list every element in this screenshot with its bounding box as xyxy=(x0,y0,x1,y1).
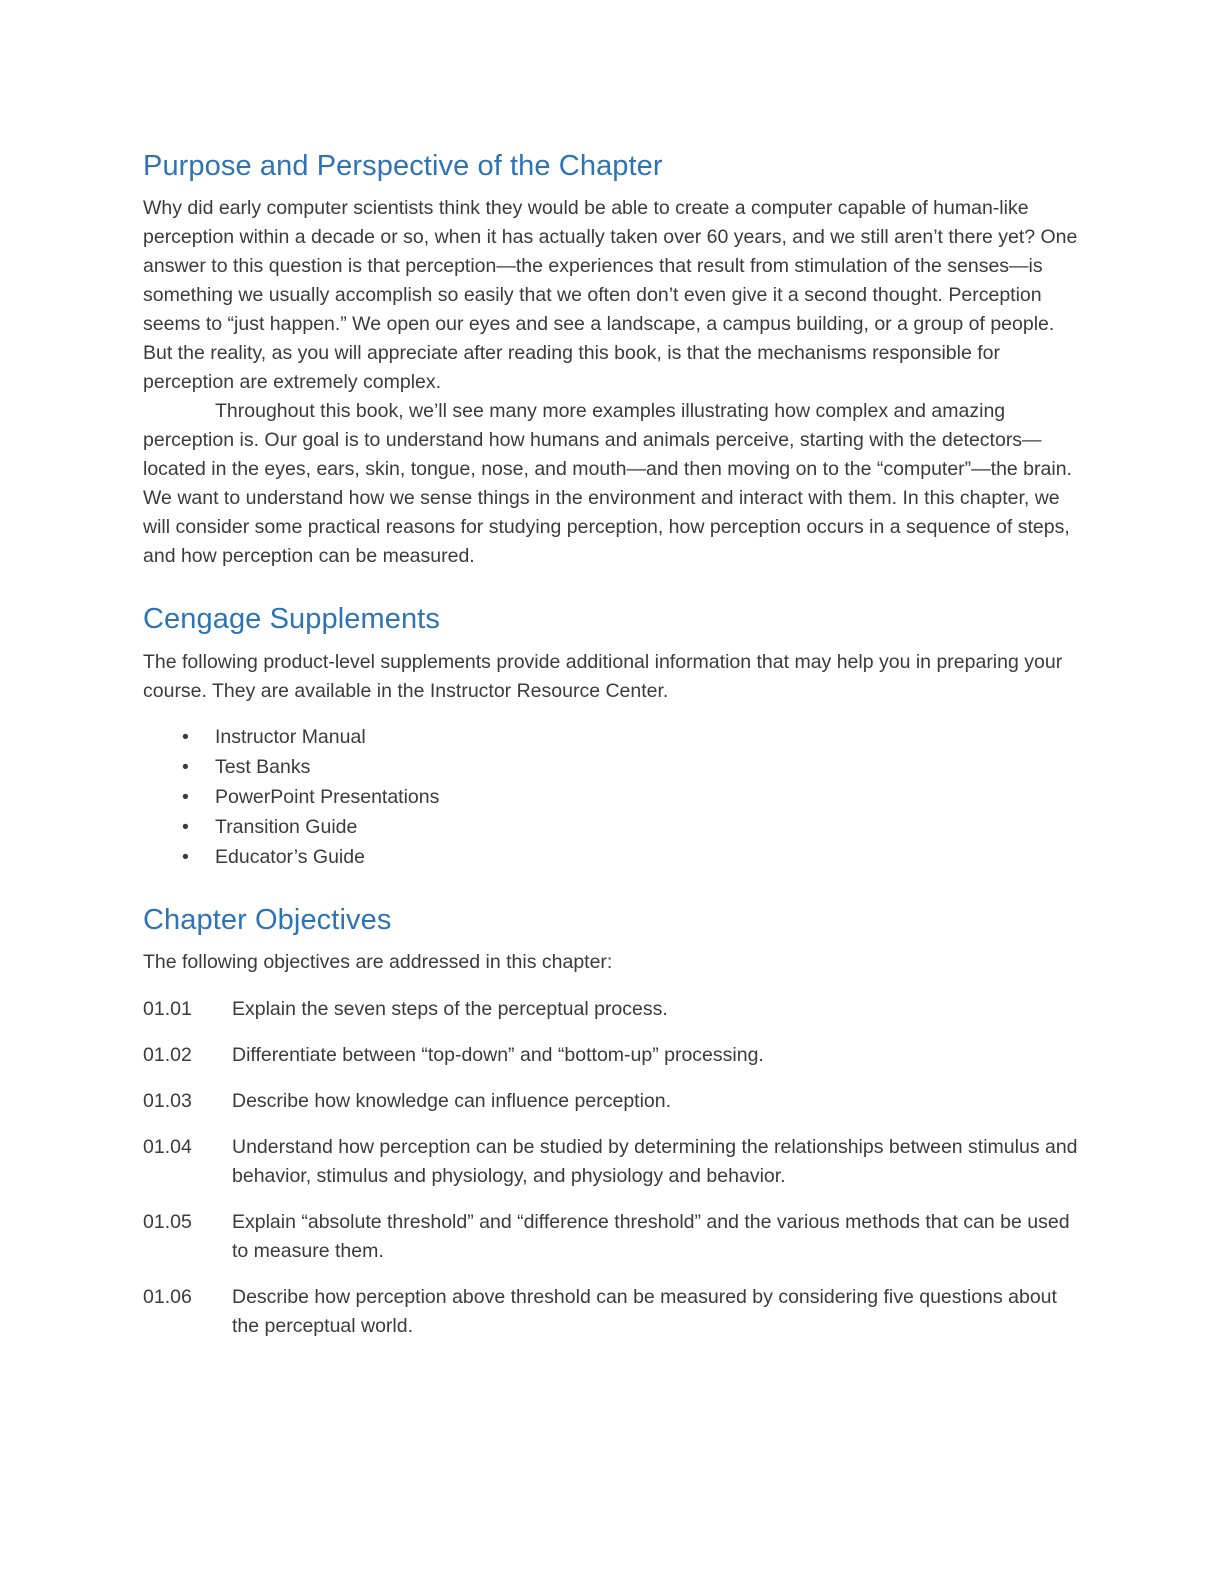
objectives-heading: Chapter Objectives xyxy=(143,903,392,936)
section-objectives xyxy=(143,902,1082,1341)
objective-text: Describe how perception above threshold can be measured by considering five questions about the perceptual world. xyxy=(232,1285,1057,1337)
list-item xyxy=(143,842,1082,872)
objectives-intro: The following objectives are addressed in this chapter: xyxy=(143,950,613,973)
list-item-label: Educator’s Guide xyxy=(215,845,365,868)
objective-row xyxy=(143,1283,1082,1341)
objective-number: 01.01 xyxy=(143,997,192,1020)
purpose-paragraph-2: Throughout this book, we’ll see many more examples illustrating how complex and amazing perception is. Our goal is to understand how humans and animals perceive, starting with the detectors—located in the eyes, ears, skin, tongue, nose, and mouth—and then moving on to the “computer”—the brain. We want to understand how we sense things in the environment and interact with them. In this chapter, we will consider some practical reasons for studying perception, how perception occurs in a sequence of steps, and how perception can be measured. xyxy=(143,400,1072,568)
list-item xyxy=(143,812,1082,842)
list-item-label: Test Banks xyxy=(215,755,311,778)
objective-number: 01.06 xyxy=(143,1285,192,1308)
supplements-intro: The following product-level supplements provide additional information that may help you in preparing your course. They are available in the Instructor Resource Center. xyxy=(143,650,1063,702)
objective-row xyxy=(143,1133,1082,1191)
objective-text: Differentiate between “top-down” and “bottom-up” processing. xyxy=(232,1043,764,1066)
objective-text: Describe how knowledge can influence perception. xyxy=(232,1089,672,1112)
supplements-heading: Cengage Supplements xyxy=(143,603,440,636)
objectives-list xyxy=(143,995,1082,1341)
objective-number: 01.05 xyxy=(143,1210,192,1233)
objective-row xyxy=(143,1208,1082,1266)
supplements-list xyxy=(143,722,1082,872)
objective-text: Explain “absolute threshold” and “difference threshold” and the various methods that can be used to measure them. xyxy=(232,1210,1070,1262)
objective-text: Understand how perception can be studied by determining the relationships between stimulus and behavior, stimulus and physiology, and physiology and behavior. xyxy=(232,1135,1078,1187)
section-purpose xyxy=(143,148,1082,571)
objective-row xyxy=(143,995,1082,1024)
section-supplements xyxy=(143,601,1082,871)
purpose-paragraph-1: Why did early computer scientists think they would be able to create a computer capable of human-like perception within a decade or so, when it has actually taken over 60 years, and we still aren’t there yet? One answer to this question is that perception—the experiences that result from stimulation of the senses—is something we usually accomplish so easily that we often don’t even give it a second thought. Perception seems to “just happen.” We open our eyes and see a landscape, a campus building, or a group of people. But the reality, as you will appreciate after reading this book, is that the mechanisms responsible for perception are extremely complex. xyxy=(143,197,1078,394)
objective-text: Explain the seven steps of the perceptual process. xyxy=(232,997,668,1020)
list-item-label: Instructor Manual xyxy=(215,725,366,748)
list-item xyxy=(143,722,1082,752)
list-item-label: Transition Guide xyxy=(215,815,358,838)
list-item-label: PowerPoint Presentations xyxy=(215,785,440,808)
objective-row xyxy=(143,1041,1082,1070)
objective-number: 01.04 xyxy=(143,1135,192,1158)
objective-number: 01.03 xyxy=(143,1089,192,1112)
objective-row xyxy=(143,1087,1082,1116)
list-item xyxy=(143,782,1082,812)
objective-number: 01.02 xyxy=(143,1043,192,1066)
list-item xyxy=(143,752,1082,782)
purpose-heading: Purpose and Perspective of the Chapter xyxy=(143,150,663,182)
